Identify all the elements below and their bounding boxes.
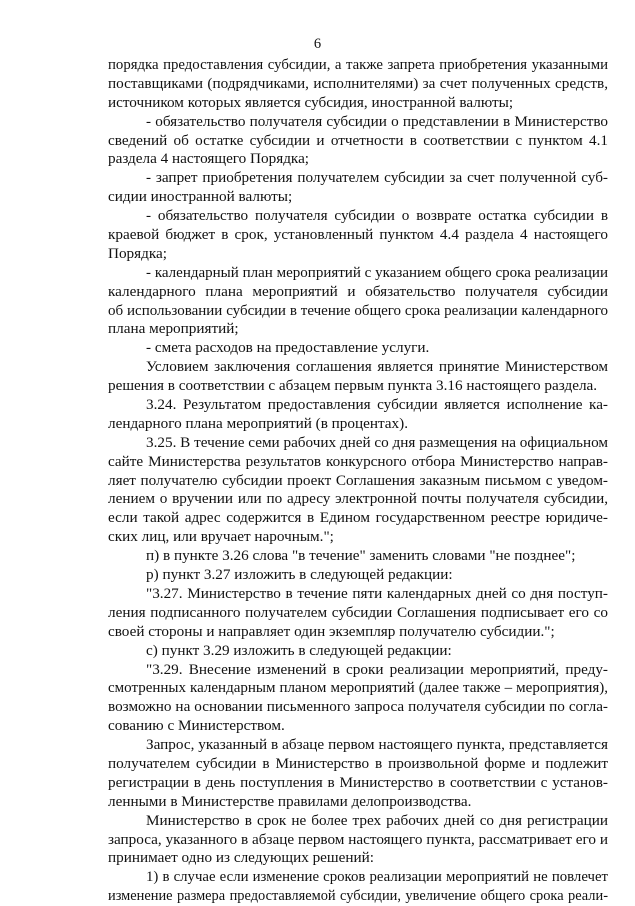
page-number: 6: [313, 36, 322, 52]
text-line: порядка предоставления субсидии, а также запрета приобретения указанными: [108, 57, 608, 73]
text-line: сведений об остатке субсидии и отчетности в соответствии с пунктом 4.1: [108, 131, 608, 149]
text-line: краевой бюджет в срок, установленный пунктом 4.4 раздела 4 настоящего: [108, 226, 608, 244]
text-line: Министерство в срок не более трех рабочих дней со дня регистрации: [146, 811, 608, 829]
text-line: - обязательство получателя субсидии о возврате остатка субсидии в: [146, 207, 608, 225]
text-line: р) пункт 3.27 изложить в следующей редакции:: [146, 566, 453, 584]
text-line: поставщиками (подрядчиками, исполнителями) за счет полученных средств,: [108, 74, 608, 92]
text-line: раздела 4 настоящего Порядка;: [108, 150, 310, 168]
text-line: изменение размера предоставляемой субсидии, увеличение общего срока реали-: [108, 888, 608, 905]
text-line: лендарного плана мероприятий (в процентах).: [108, 414, 408, 432]
text-line: если такой адрес содержится в Едином государственном реестре юридиче-: [108, 509, 608, 527]
text-line: ленными в Министерстве правилами делопроизводства.: [108, 792, 472, 810]
text-line: своей стороны и направляет один экземпляр получателю субсидии.";: [108, 622, 555, 640]
text-line: лением о вручении или по адресу электронной почты получателя субсидии,: [108, 490, 608, 508]
text-line: - календарный план мероприятий с указанием общего срока реализации: [146, 264, 608, 281]
text-line: сидии иностранной валюты;: [108, 188, 293, 206]
text-line: календарного плана мероприятий и обязательство получателя субсидии: [108, 282, 608, 300]
text-line: плана мероприятий;: [108, 320, 239, 338]
text-line: Запрос, указанный в абзаце первом настоящего пункта, представляется: [146, 736, 608, 754]
document-body: [108, 56, 608, 906]
text-line: "3.27. Министерство в течение пяти календарных дней со дня поступ-: [146, 584, 608, 602]
text-line: Условием заключения соглашения является принятие Министерством: [146, 358, 608, 376]
text-line: "3.29. Внесение изменений в сроки реализации мероприятий, преду-: [146, 660, 608, 678]
text-line: - смета расходов на предоставление услуги.: [146, 339, 430, 357]
text-line: 1) в случае если изменение сроков реализации мероприятий не повлечет: [146, 869, 608, 886]
text-line: сованию с Министерством.: [108, 717, 285, 735]
text-line: ских лиц, или вручает нарочным.";: [108, 528, 334, 546]
text-line: регистрации в день поступления в Министерство в соответствии с установ-: [108, 773, 608, 791]
text-line: об использовании субсидии в течение общего срока реализации календарного: [108, 302, 608, 319]
text-line: сайте Министерства результатов конкурсного отбора Министерство направ-: [108, 452, 608, 470]
text-line: решения в соответствии с абзацем первым пункта 3.16 настоящего раздела.: [108, 377, 598, 395]
text-line: - обязательство получателя субсидии о представлении в Министерство: [146, 112, 608, 130]
text-line: ляет получателю субсидии проект Соглашения заказным письмом с уведом-: [108, 471, 608, 489]
text-line: 3.25. В течение семи рабочих дней со дня размещения на официальном: [146, 433, 609, 451]
text-line: - запрет приобретения получателем субсидии за счет полученной суб-: [146, 169, 608, 187]
text-line: запроса, указанного в абзаце первом настоящего пункта, рассматривает его и: [108, 830, 608, 848]
text-line: с) пункт 3.29 изложить в следующей редакции:: [146, 641, 452, 659]
text-line: п) в пункте 3.26 слова "в течение" заменить словами "не позднее";: [146, 547, 576, 565]
text-line: источником которых является субсидия, иностранной валюты;: [108, 93, 514, 111]
text-line: смотренных календарным планом мероприятий (далее также – мероприятия),: [108, 680, 608, 697]
text-line: принимает одно из следующих решений:: [108, 849, 374, 867]
text-line: 3.24. Результатом предоставления субсидии является исполнение ка-: [146, 396, 608, 414]
text-line: ления подписанного получателем субсидии Соглашения подписывает его со: [108, 603, 608, 621]
text-line: получателем субсидии в Министерство в произвольной форме и подлежит: [108, 754, 608, 772]
text-line: Порядка;: [108, 244, 167, 262]
text-line: возможно на основании письменного запроса получателя субсидии по согла-: [108, 698, 608, 716]
